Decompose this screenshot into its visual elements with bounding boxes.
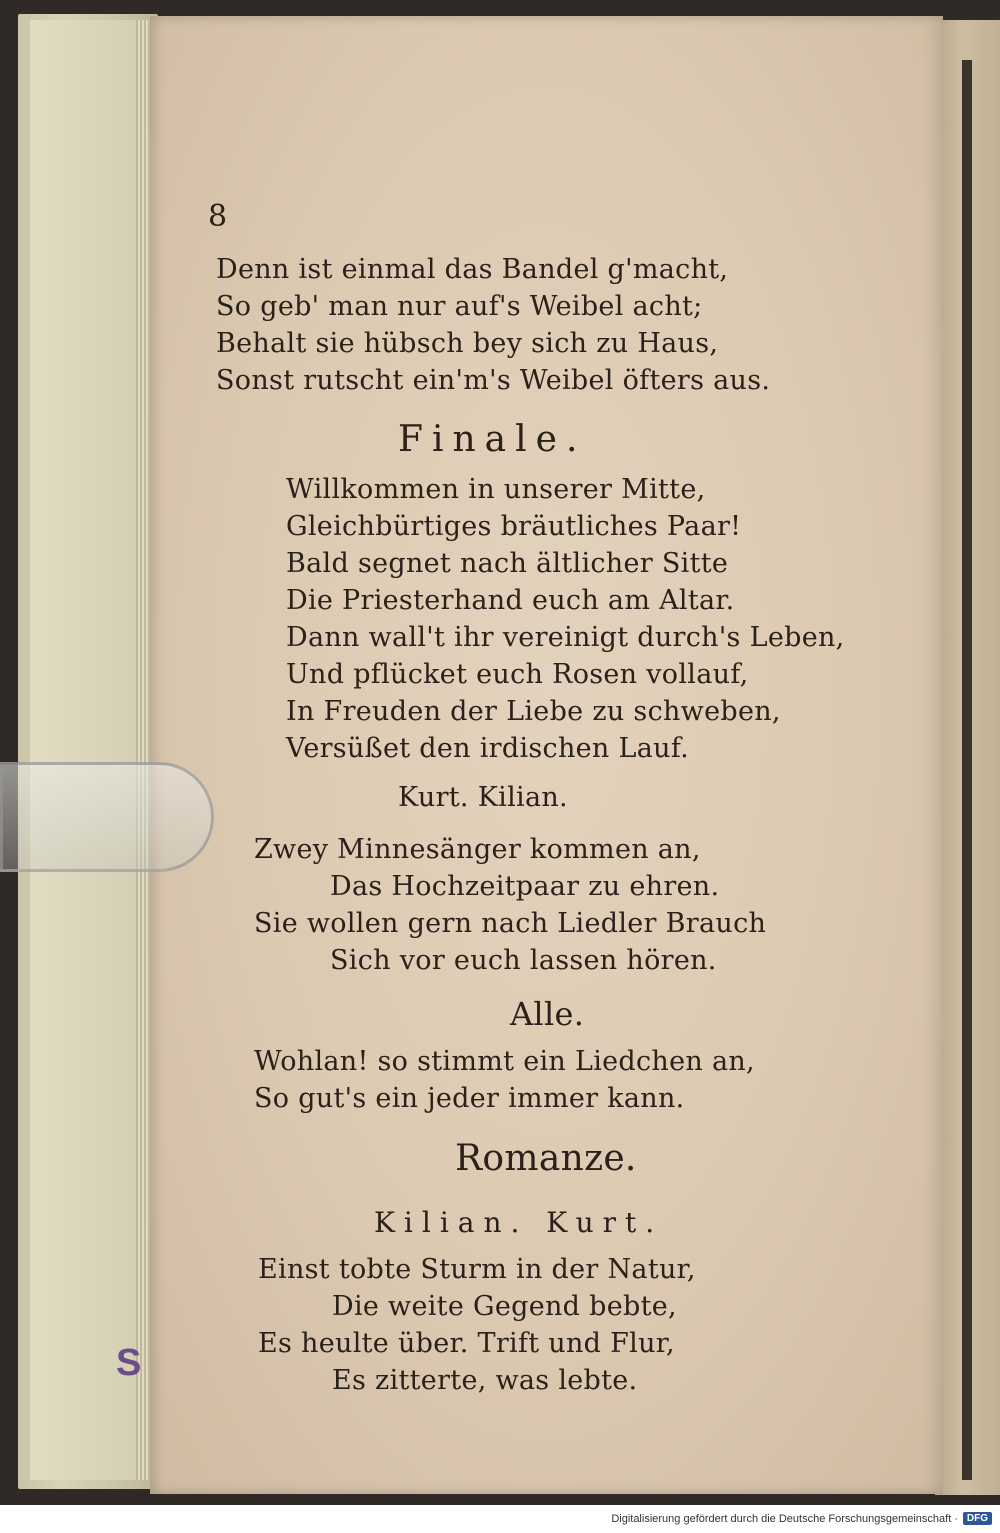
verse-line: Einst tobte Sturm in der Natur, xyxy=(258,1254,696,1285)
verse-line: Bald segnet nach ältlicher Sitte xyxy=(286,548,729,579)
library-stamp: S xyxy=(116,1342,142,1384)
book-page xyxy=(150,16,943,1494)
verse-line: Gleichbürtiges bräutliches Paar! xyxy=(286,511,742,542)
verse-line: Dann wall't ihr vereinigt durch's Leben, xyxy=(286,622,845,653)
speaker-names: Kilian. Kurt. xyxy=(374,1206,664,1239)
verse-line: Versüßet den irdischen Lauf. xyxy=(286,733,690,764)
binding-shadow xyxy=(962,60,972,1480)
verse-line: Wohlan! so stimmt ein Liedchen an, xyxy=(254,1046,755,1077)
verse-line: Und pflücket euch Rosen vollauf, xyxy=(286,659,749,690)
page-number: 8 xyxy=(208,199,228,234)
verse-line: Es zitterte, was lebte. xyxy=(332,1365,638,1396)
verse-line: Die weite Gegend bebte, xyxy=(332,1291,677,1322)
verse-line: Es heulte über. Trift und Flur, xyxy=(258,1328,675,1359)
page-stack-inner xyxy=(30,20,150,1480)
funding-credit: Digitalisierung gefördert durch die Deutsche Forschungsgemeinschaft · xyxy=(611,1513,958,1525)
verse-line: Behalt sie hübsch bey sich zu Haus, xyxy=(216,328,719,359)
verse-line: So gut's ein jeder immer kann. xyxy=(254,1083,685,1114)
verse-line: Sonst rutscht ein'm's Weibel öfters aus. xyxy=(216,365,771,396)
verse-line: Willkommen in unserer Mitte, xyxy=(286,474,706,505)
verse-line: Sich vor euch lassen hören. xyxy=(330,945,717,976)
verse-line: Das Hochzeitpaar zu ehren. xyxy=(330,871,720,902)
verse-line: Sie wollen gern nach Liedler Brauch xyxy=(254,908,767,939)
section-heading-romanze: Romanze. xyxy=(455,1138,637,1179)
speaker-names: Kurt. Kilian. xyxy=(398,782,568,813)
section-heading-finale: Finale. xyxy=(398,419,587,460)
verse-line: In Freuden der Liebe zu schweben, xyxy=(286,696,781,727)
section-heading-alle: Alle. xyxy=(510,995,585,1033)
verse-line: Zwey Minnesänger kommen an, xyxy=(254,834,701,865)
plastic-page-clip xyxy=(0,762,214,872)
verse-line: Die Priesterhand euch am Altar. xyxy=(286,585,735,616)
verse-line: So geb' man nur auf's Weibel acht; xyxy=(216,291,703,322)
dfg-logo: DFG xyxy=(963,1512,992,1525)
verse-line: Denn ist einmal das Bandel g'macht, xyxy=(216,254,729,285)
